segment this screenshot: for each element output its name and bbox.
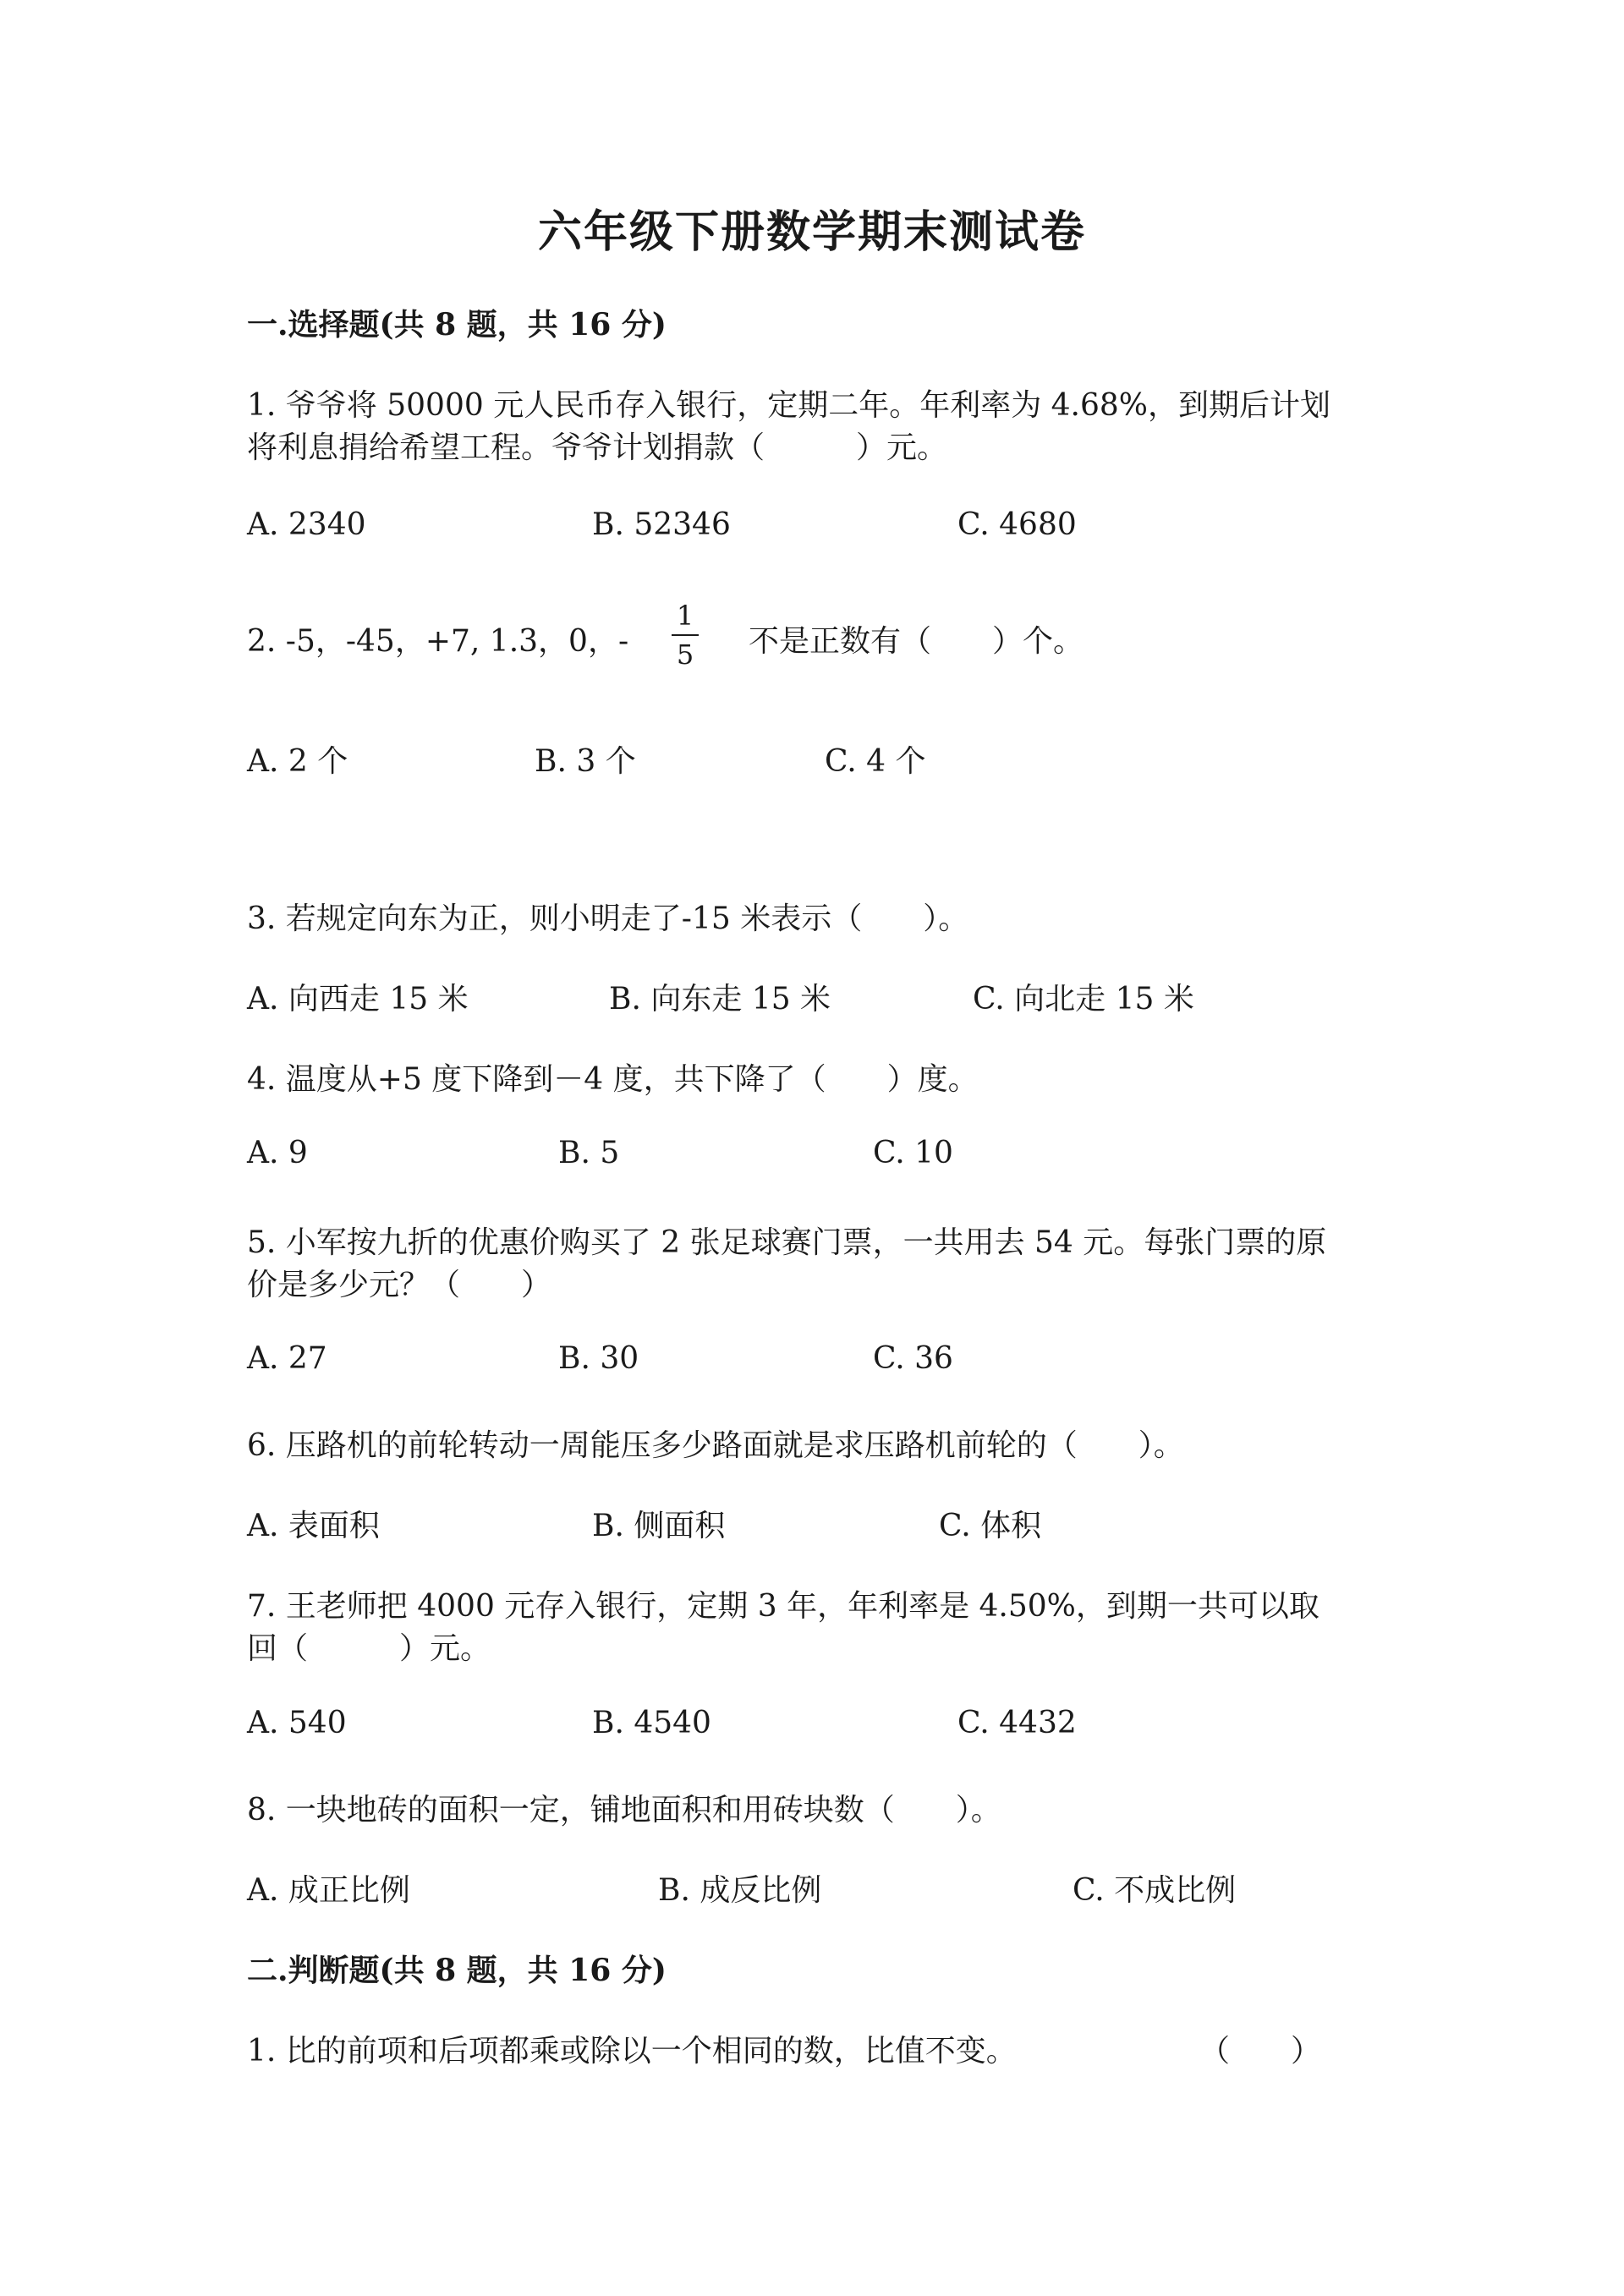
question-8-option-b: B. 成反比例: [658, 1873, 822, 1908]
question-7-line-2: 回（ ）元。: [247, 1631, 491, 1666]
question-1-line-2: 将利息捐给希望工程。爷爷计划捐款（ ）元。: [247, 430, 948, 465]
question-8-option-a: A. 成正比例: [247, 1873, 410, 1908]
question-2-option-b: B. 3 个: [535, 744, 636, 779]
question-7-option-b: B. 4540: [592, 1706, 711, 1740]
question-2-option-a: A. 2 个: [247, 744, 348, 779]
question-4-option-c: C. 10: [873, 1136, 953, 1170]
question-3-option-c: C. 向北走 15 米: [973, 982, 1194, 1016]
fraction-one-fifth: [668, 600, 702, 671]
question-1-option-b: B. 52346: [592, 507, 731, 542]
question-1-option-a: A. 2340: [247, 507, 366, 542]
fraction-denominator: 5: [676, 638, 694, 671]
question-1-option-c: C. 4680: [957, 507, 1077, 542]
question-5-option-c: C. 36: [873, 1341, 953, 1376]
question-7-option-c: C. 4432: [957, 1706, 1077, 1740]
question-2-text-after: 不是正数有（ ）个。: [749, 624, 1084, 659]
question-6-option-b: B. 侧面积: [592, 1509, 726, 1543]
fraction-bar: [672, 634, 699, 636]
question-4-option-a: A. 9: [247, 1136, 308, 1170]
question-4-option-b: B. 5: [558, 1136, 620, 1170]
question-4-line-1: 4. 温度从+5 度下降到－4 度，共下降了（ ）度。: [247, 1062, 979, 1097]
question-2-text-before: 2. -5，-45，+7, 1.3，0，-: [247, 624, 629, 659]
question-5-option-a: A. 27: [247, 1341, 327, 1376]
question-6-option-a: A. 表面积: [247, 1509, 380, 1543]
judgment-question-1-answer-blank: （ ）: [1199, 2034, 1322, 2069]
judgment-question-1-text: 1. 比的前项和后项都乘或除以一个相同的数，比值不变。: [247, 2034, 1017, 2069]
section-heading-choice: 一.选择题(共 8 题，共 16 分): [247, 307, 667, 342]
question-5-line-1: 5. 小军按九折的优惠价购买了 2 张足球赛门票，一共用去 54 元。每张门票的原: [247, 1225, 1327, 1260]
question-8-option-c: C. 不成比例: [1073, 1873, 1237, 1908]
question-6-line-1: 6. 压路机的前轮转动一周能压多少路面就是求压路机前轮的（ ）。: [247, 1428, 1184, 1463]
question-2-option-c: C. 4 个: [825, 744, 926, 779]
question-7-line-1: 7. 王老师把 4000 元存入银行，定期 3 年，年利率是 4.50%，到期一共可以取: [247, 1589, 1320, 1624]
fraction-numerator: 1: [676, 600, 694, 632]
question-7-option-a: A. 540: [247, 1706, 347, 1740]
question-5-option-b: B. 30: [558, 1341, 639, 1376]
question-5-line-2: 价是多少元？（ ）: [247, 1268, 552, 1302]
question-3-option-a: A. 向西走 15 米: [247, 982, 469, 1016]
question-6-option-c: C. 体积: [939, 1509, 1042, 1543]
question-8-line-1: 8. 一块地砖的面积一定，铺地面积和用砖块数（ ）。: [247, 1793, 1001, 1827]
section-heading-judgment: 二.判断题(共 8 题，共 16 分): [247, 1953, 667, 1988]
question-1-line-1: 1. 爷爷将 50000 元人民币存入银行，定期二年。年利率为 4.68%，到期后计划: [247, 388, 1331, 423]
question-3-line-1: 3. 若规定向东为正，则小明走了-15 米表示（ ）。: [247, 901, 969, 936]
page-title: 六年级下册数学期末测试卷: [537, 206, 1086, 258]
question-3-option-b: B. 向东走 15 米: [609, 982, 831, 1016]
